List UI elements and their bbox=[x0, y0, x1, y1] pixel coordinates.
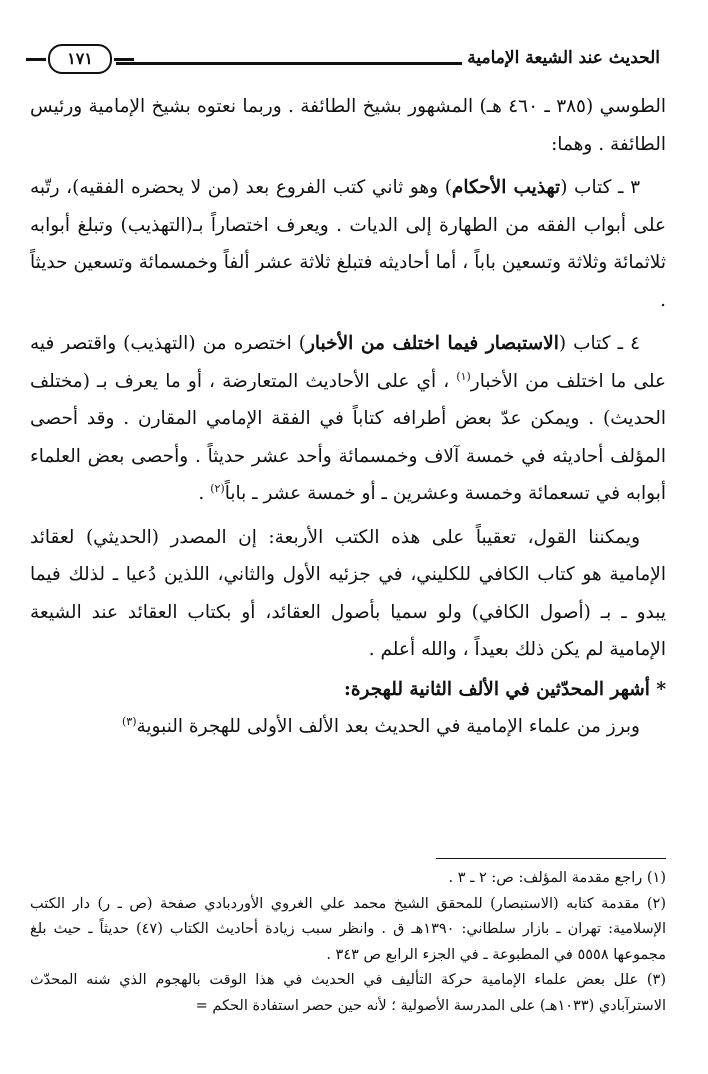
p2-start: ٣ ـ كتاب ( bbox=[560, 177, 641, 198]
footnote-2: (٢) مقدمة كتابه (الاستبصار) للمحقق الشيخ محمد علي الغروي الأوردبادي صفحة (ص ـ ر) دار الكتب الإسلامية: تهران ـ بازار سلطاني: ١٣٩٠هـ ق . وانظر سبب زيادة أحاديث الكتاب (٤٧) حديثاً ـ حيث بلغ مجموعها ٥٥٥٨ في المطبوعة ـ في الجزء الرابع ص ٣٤٣ . bbox=[30, 895, 666, 963]
p3-cont: ، أي على الأحاديث المتعارضة ، أو ما يعرف بـ (مختلف الحديث) . ويمكن عدّ بعض أطرافه كتاباً في الفقة الإمامي المقارن . وقد أحصى المؤلف أحاديثه في خمسة آلاف وخمسمائة وأحد عشر حديثاً . وأحصى بعض العلماء أبوابه في تسعمائة وخمسة وعشرين ـ أو خمسة عشر ـ باباً bbox=[30, 370, 666, 504]
paragraph-last bbox=[30, 708, 666, 746]
page-number: ١٧١ bbox=[48, 44, 112, 74]
p3-mid: ) اختصره من (التهذيب) واقتصر فيه على ما اختلف من الأخبار bbox=[30, 333, 666, 392]
p3-start: ٤ ـ كتاب ( bbox=[558, 333, 640, 354]
section-heading: * أشهر المحدّثين في الألف الثانية للهجرة: bbox=[344, 678, 666, 700]
paragraph-tahdhib bbox=[30, 169, 666, 319]
footnote-ref-3[interactable]: (٣) bbox=[121, 714, 137, 728]
main-text bbox=[30, 88, 666, 746]
paragraph-conclusion: ويمكننا القول، تعقيباً على هذه الكتب الأربعة: إن المصدر (الحديثي) لعقائد الإمامية هو كتاب الكافي للكليني، في جزئيه الأول والثاني، اللذين دُعيا ـ لذلك فيما يبدو ـ بـ (أصول الكافي) ولو سميا بأصول العقائد، أو بكتاب العقائد عند الشيعة الإمامية لم يكن ذلك بعيداً ، والله أعلم . bbox=[30, 526, 666, 660]
header-rule bbox=[116, 62, 462, 65]
book-title-istibsar: الاستبصار فيما اختلف من الأخبار bbox=[305, 333, 559, 354]
footnote-1: (١) راجع مقدمة المؤلف: ص: ٢ ـ ٣ . bbox=[448, 870, 666, 886]
paragraph-istibsar bbox=[30, 325, 666, 513]
paragraph-1: الطوسي (٣٨٥ ـ ٤٦٠ هـ) المشهور بشيخ الطائفة . وربما نعتوه بشيخ الإمامية ورئيس الطائفة . وهما: bbox=[30, 96, 666, 155]
footnote-ref-2[interactable]: (٢) bbox=[210, 481, 225, 495]
header-title: الحديث عند الشيعة الإمامية bbox=[467, 48, 660, 68]
footnote-separator bbox=[436, 858, 666, 859]
running-header bbox=[20, 40, 660, 82]
book-title-tahdhib: تهذيب الأحكام bbox=[451, 177, 561, 198]
p3-end: . bbox=[198, 483, 211, 504]
footnotes bbox=[30, 866, 666, 1019]
p2-rest: ) وهو ثاني كتب الفروع بعد (من لا يحضره الفقيه)، رتّبه على أبواب الفقه من الطهارة إلى الديات . ويعرف اختصاراً بـ(التهذيب) وتبلغ أبوابه ثلاثمائة وثلاثة وتسعين باباً ، أما أحاديثه فتبلغ ثلاثة عشر ألفاً وخمسمائة وتسعين حديثاً . bbox=[30, 177, 666, 311]
footnote-3: (٣) علل بعض علماء الإمامية حركة التأليف في الحديث في هذا الوقت بالهجوم الذي شنه المحدّث الاسترآبادي (١٠٣٣هـ) على المدرسة الأصولية ؛ لأنه حين حصر استفادة الحكم = bbox=[30, 972, 666, 1014]
p5-text: وبرز من علماء الإمامية في الحديث بعد الألف الأولى للهجرة النبوية bbox=[136, 716, 640, 737]
footnote-ref-1[interactable]: (١) bbox=[456, 369, 471, 383]
